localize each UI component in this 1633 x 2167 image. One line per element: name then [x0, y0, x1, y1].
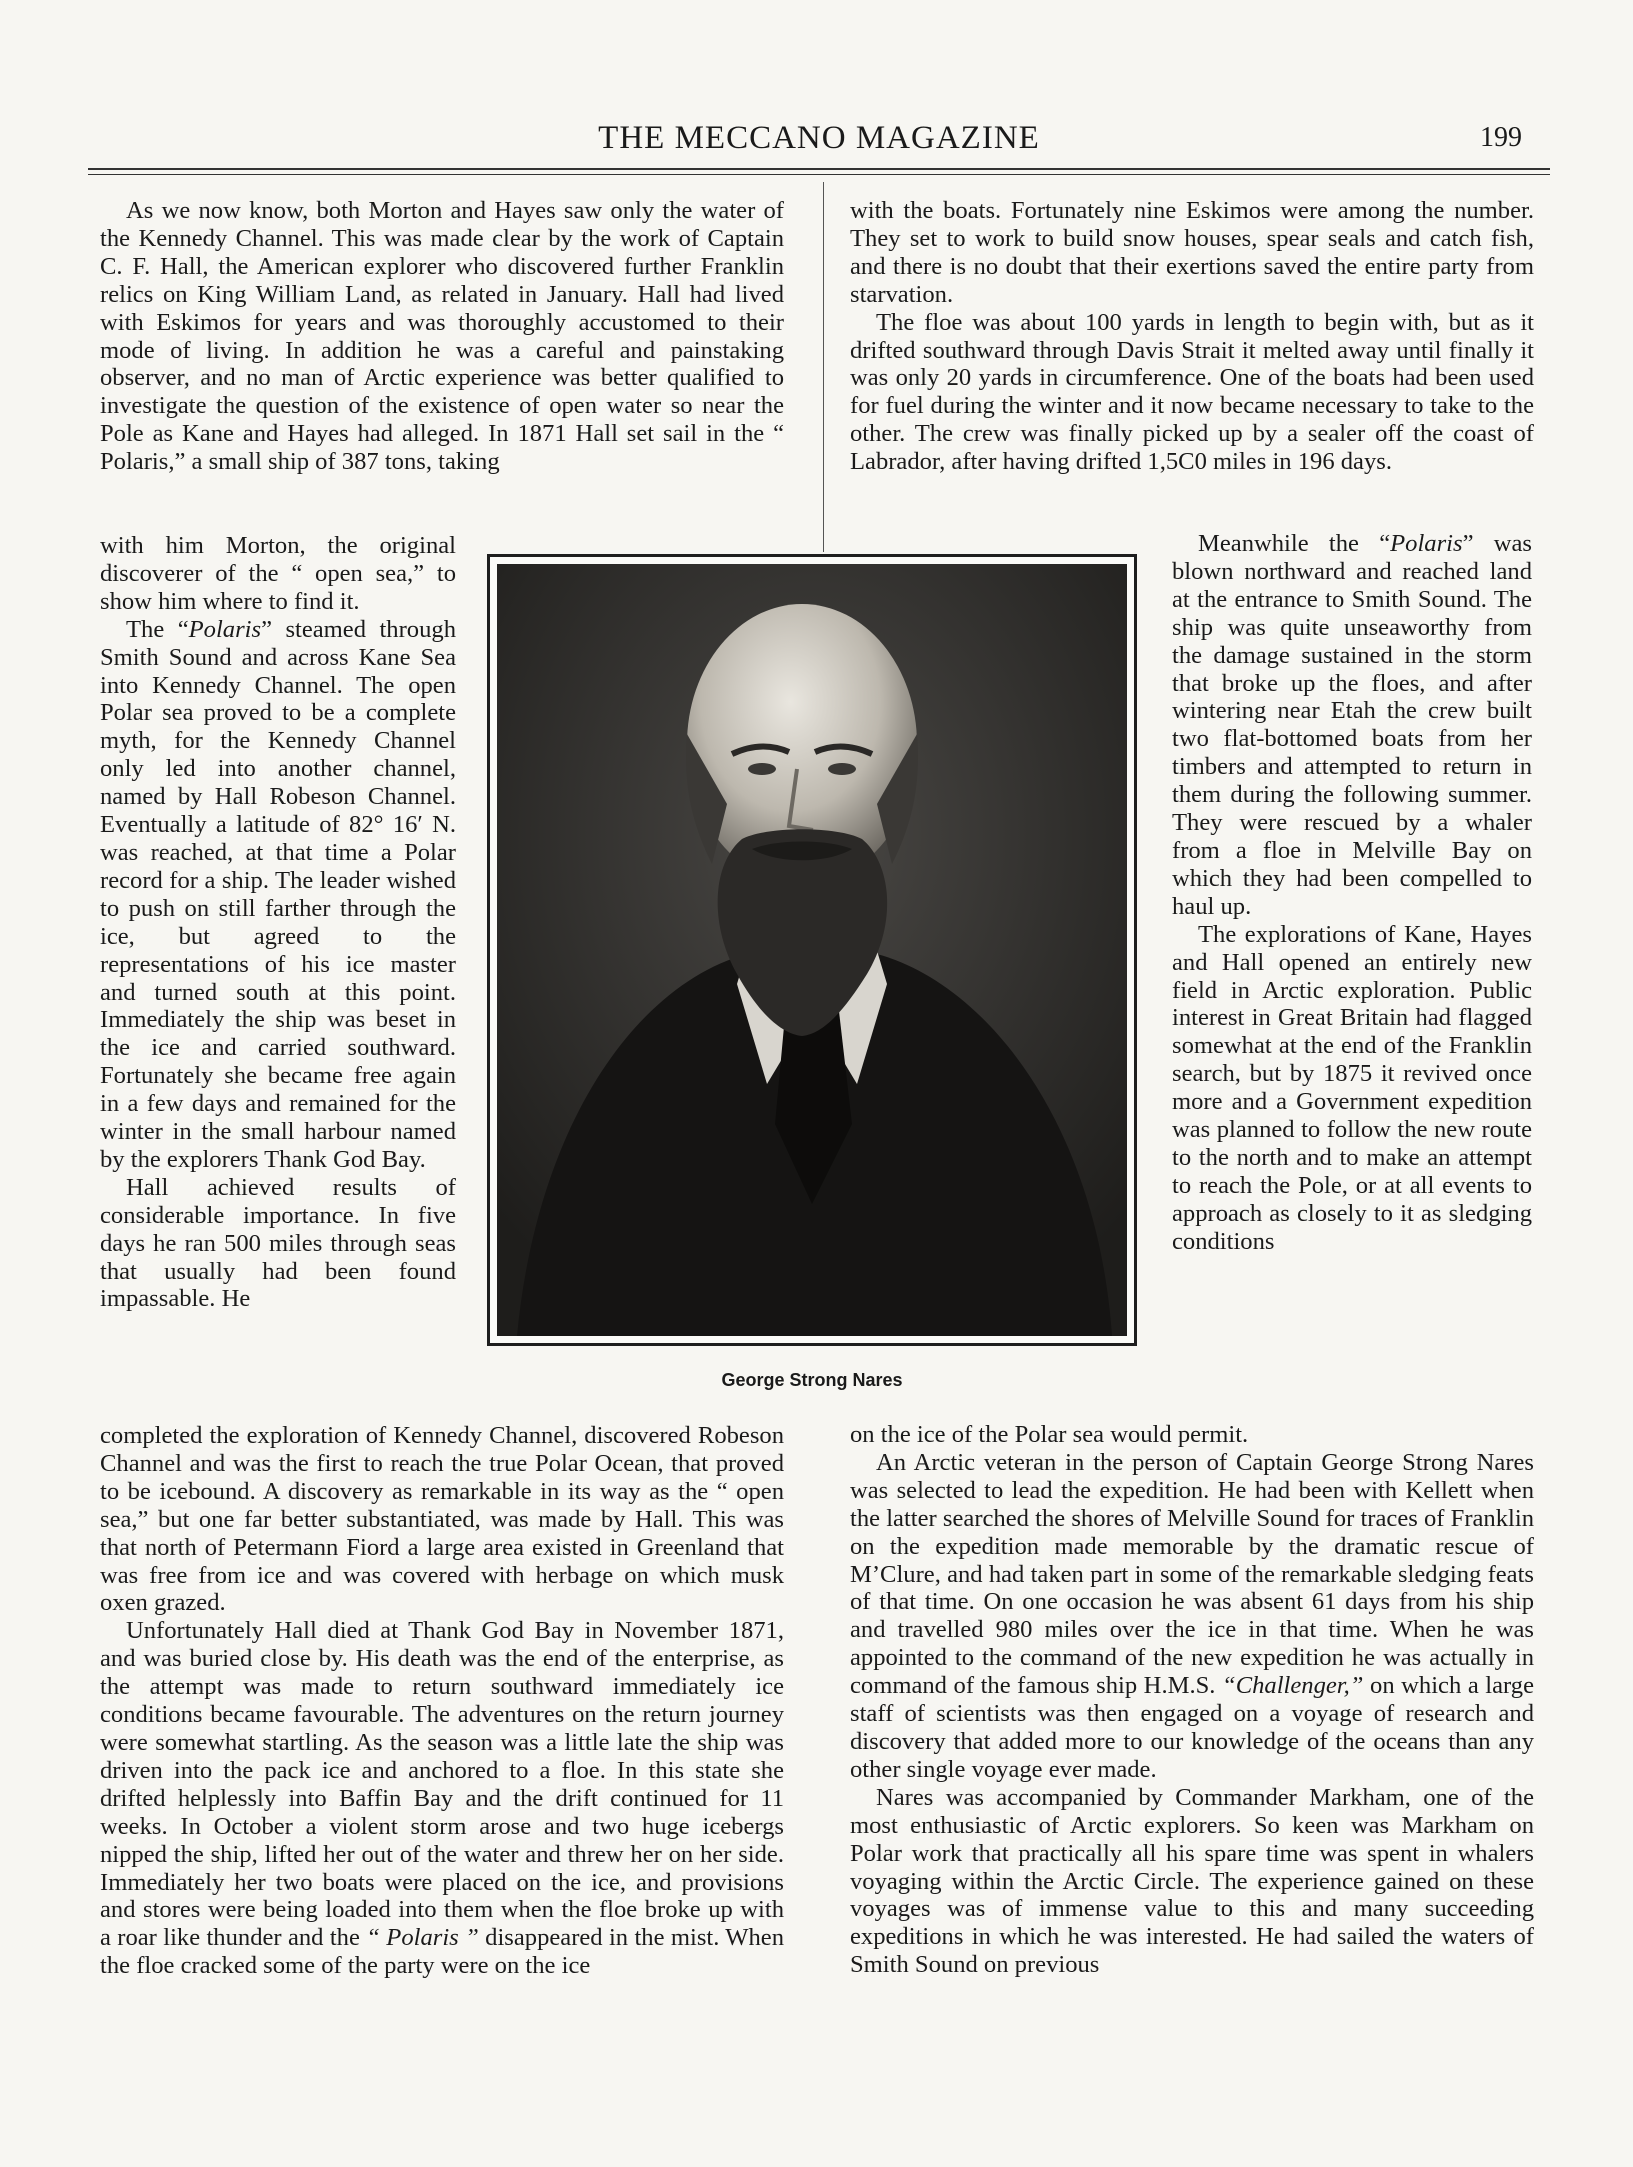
- figure-caption: George Strong Nares: [721, 1370, 903, 1390]
- paragraph: Hall achieved results of considerable importance. In five days he ran 500 miles through seas that usually had been found impassable. He: [100, 1173, 456, 1313]
- paragraph: with the boats. Fortunately nine Eskimos were among the number. They set to work to build snow houses, spear seals and catch fish, and there is no doubt that their exertions saved the entire party from starvation.: [850, 197, 1534, 308]
- column-2-top: [850, 197, 1534, 476]
- ship-name: Polaris: [188, 615, 262, 643]
- magazine-title: THE MECCANO MAGAZINE: [598, 120, 1040, 156]
- text-span: An Arctic veteran in the person of Captain George Strong Nares was selected to lead the expedition. He had been with Kellett when the latter searched the shores of Melville Sound for traces of Franklin on the expedition made memorable by the dramatic rescue of M’Clure, and had taken part in some of the remarkable sledging feats of that time. On one occasion he was absent 61 days from his ship and travelled 980 miles over the ice in that time. When he was appointed to the command of the new expedition he was actually in command of the famous ship H.M.S.: [850, 1448, 1534, 1700]
- paragraph: Nares was accompanied by Commander Markham, one of the most enthusiastic of Arctic explorers. So keen was Markham on Polar work that practically all his spare time was spent in whalers voyaging within the Arctic Circle. The experience gained on these voyages was of immense value to this and many succeeding expeditions in which he was interested. He had sailed the waters of Smith Sound on previous: [850, 1783, 1534, 1979]
- column-2-bottom: [850, 1421, 1534, 1979]
- text-span: The “: [126, 615, 189, 643]
- paragraph: [850, 1449, 1534, 1784]
- header-rule-thin: [88, 174, 1550, 175]
- header-rule: [88, 168, 1550, 170]
- text-span: Meanwhile the “: [1198, 530, 1391, 557]
- text-span: ” steamed through Smith Sound and across Kane Sea into Kennedy Channel. The open Polar sea proved to be a complete myth, for the Kennedy Channel only led into another channel, named by Hall Robeson Channel. Eventually a latitude of 82° 16′ N. was reached, at that time a Polar record for a ship. The leader wished to push on still farther through the ice, but agreed to the representations of his ice master and turned south at this point. Immediately the ship was beset in the ice and carried southward. Fortunately she became free again in a few days and remained for the winter in the small harbour named by the explorers Thank God Bay.: [100, 615, 456, 1173]
- paragraph: [100, 616, 456, 1174]
- page-number: 199: [1480, 122, 1522, 153]
- column-1-bottom: [100, 1422, 784, 1980]
- text-span: disappeared in the mist. When the floe cracked some of the party were on the ice: [100, 1924, 785, 1980]
- page-header: [88, 120, 1550, 160]
- paragraph: As we now know, both Morton and Hayes saw only the water of the Kennedy Channel. This was made clear by the work of Captain C. F. Hall, the American explorer who discovered further Franklin relics on King William Land, as related in January. Hall had lived with Eskimos for years and was thoroughly accustomed to their mode of living. In addition he was a careful and painstaking observer, and no man of Arctic experience was better qualified to investigate the question of the existence of open water so near the Pole as Kane and Hayes had alleged. In 1871 Hall set sail in the “ Polaris,” a small ship of 387 tons, taking: [100, 197, 784, 476]
- column-2-narrow: [1172, 530, 1532, 1256]
- portrait-frame: [487, 554, 1137, 1346]
- text-span: ” was blown northward and reached land at the entrance to Smith Sound. The ship was quite unseaworthy from the damage sustained in the storm that broke up the floes, and after wintering near Etah the crew built two flat-bottomed boats from her timbers and attempted to return in them during the following summer. They were rescued by a whaler from a floe in Melville Bay on which they had been compelled to haul up.: [1172, 530, 1532, 920]
- ship-name: Polaris: [1390, 530, 1463, 557]
- ship-name: “Challenger,”: [1222, 1672, 1364, 1700]
- paragraph: completed the exploration of Kennedy Channel, discovered Robeson Channel and was the first to reach the true Polar Ocean, that proved to be icebound. A discovery as remarkable in its way as the “ open sea,” but one far better substantiated, was made by Hall. This was that north of Petermann Fiord a large area existed in Greenland that was free from ice and was covered with herbage on which musk oxen grazed.: [100, 1422, 784, 1617]
- column-1-top: [100, 197, 784, 476]
- paragraph: [100, 1617, 784, 1980]
- paragraph: The floe was about 100 yards in length to begin with, but as it drifted southward through Davis Strait it melted away until finally it was only 20 yards in circumference. One of the boats had been used for fuel during the winter and it now became necessary to take to the other. The crew was finally picked up by a sealer off the coast of Labrador, after having drifted 1,5C0 miles in 196 days.: [850, 308, 1534, 476]
- paragraph: on the ice of the Polar sea would permit.: [850, 1421, 1249, 1448]
- text-span: Unfortunately Hall died at Thank God Bay in November 1871, and was buried close by. His death was the end of the enterprise, as the attempt was made to return southward immediately ice conditions became favourable. The adventures on the return journey were somewhat startling. As the season was a little late the ship was driven into the pack ice and anchored to a floe. In this state she drifted helplessly into Baffin Bay and the drift continued for 11 weeks. In October a violent storm arose and two huge icebergs nipped the ship, lifted her out of the water and threw her on her side. Immediately her two boats were placed on the ice, and provisions and stores were being loaded into them when the floe broke up with a roar like thunder and the: [100, 1617, 784, 1952]
- portrait-illustration: [497, 564, 1127, 1336]
- portrait-photo: [497, 564, 1127, 1336]
- paragraph: with him Morton, the original discoverer of the “ open sea,” to show him where to find it.: [100, 532, 456, 615]
- column-1-narrow: [100, 532, 456, 1313]
- column-divider: [823, 182, 824, 552]
- text-span: on which a large staff of scientists was then engaged on a voyage of research and discovery that added more to our knowledge of the oceans than any other single voyage ever made.: [850, 1672, 1534, 1783]
- ship-name: “ Polaris ”: [366, 1924, 479, 1952]
- paragraph: The explorations of Kane, Hayes and Hall opened an entirely new field in Arctic exploration. Public interest in Great Britain had flagged somewhat at the end of the Franklin search, but by 1875 it revived once more and a Government expedition was planned to follow the new route to the north and to make an attempt to reach the Pole, or at all events to approach as closely to it as sledging conditions: [1172, 920, 1532, 1255]
- paragraph: [1172, 530, 1532, 921]
